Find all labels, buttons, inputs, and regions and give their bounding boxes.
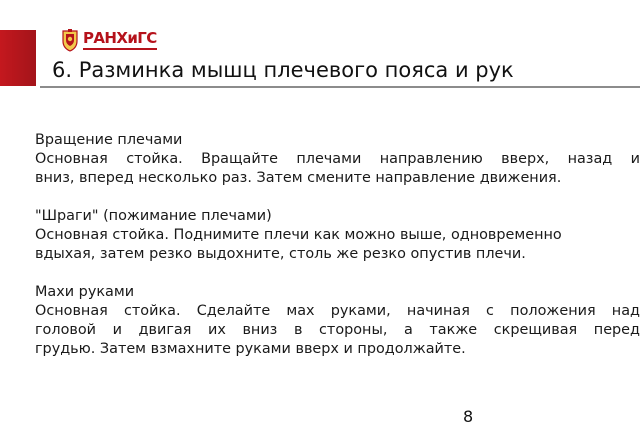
title-divider xyxy=(40,86,640,88)
section-shrugs xyxy=(35,207,640,264)
body-line: вдыхая, затем резко выдохните, столь же резко опустив плечи. xyxy=(35,246,526,262)
page-number: 8 xyxy=(463,407,474,426)
body-line: вниз, вперед несколько раз. Затем смените направление движения. xyxy=(35,170,562,186)
body-line: Основная стойка. Сделайте мах руками, начиная с положения над xyxy=(35,303,640,319)
body-line: Основная стойка. Поднимите плечи как можно выше, одновременно xyxy=(35,227,562,243)
slide-body xyxy=(35,131,640,378)
section-arm-swings xyxy=(35,283,640,359)
section-title: Вращение плечами xyxy=(35,132,183,148)
ranepa-emblem-icon xyxy=(60,28,80,52)
body-line: Основная стойка. Вращайте плечами направлению вверх, назад и xyxy=(35,151,640,167)
body-line: головой и двигая их вниз в стороны, а также скрещивая перед xyxy=(35,322,640,338)
logo-text: РАНХиГС xyxy=(83,29,157,47)
accent-bar xyxy=(0,30,36,86)
logo xyxy=(60,28,157,52)
slide-title: 6. Разминка мышц плечевого пояса и рук xyxy=(52,58,514,82)
section-title: "Шраги" (пожимание плечами) xyxy=(35,208,272,224)
body-line: грудью. Затем взмахните руками вверх и продолжайте. xyxy=(35,341,466,357)
section-shoulder-rotation xyxy=(35,131,640,188)
section-title: Махи руками xyxy=(35,284,135,300)
